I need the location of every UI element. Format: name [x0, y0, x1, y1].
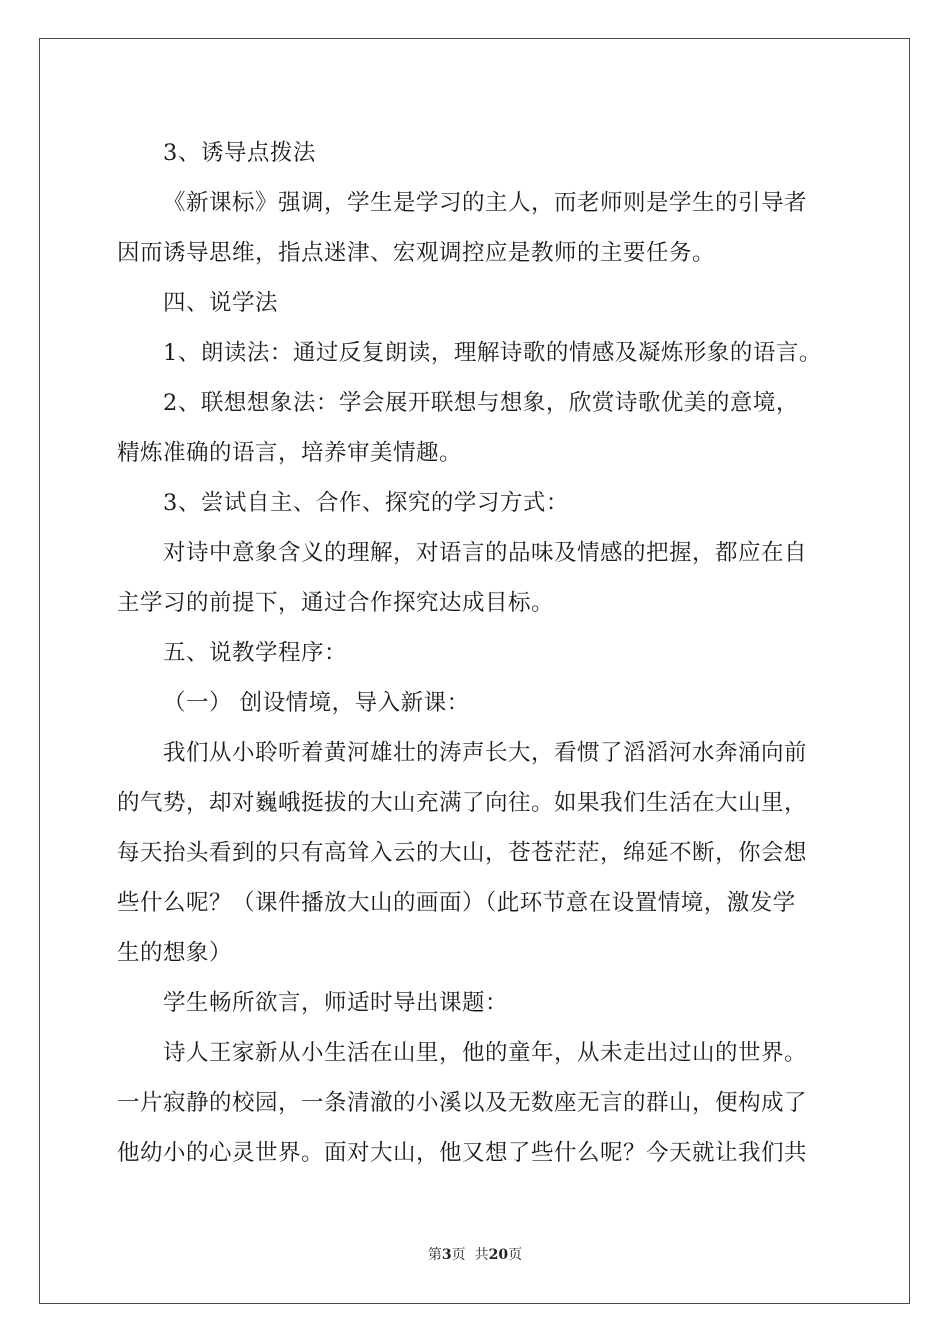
- paragraph-line: 一片寂静的校园，一条清澈的小溪以及无数座无言的群山，便构成了: [117, 1090, 808, 1116]
- document-body: [117, 128, 833, 1178]
- paragraph-line: 因而诱导思维，指点迷津、宏观调控应是教师的主要任务。: [117, 240, 716, 266]
- paragraph-line: 的气势，却对巍峨挺拔的大山充满了向往。如果我们生活在大山里，: [117, 790, 808, 816]
- paragraph-line: 他幼小的心灵世界。面对大山，他又想了些什么呢？今天就让我们共: [117, 1140, 808, 1166]
- paragraph-line: 我们从小聆听着黄河雄壮的涛声长大，看惯了滔滔河水奔涌向前: [163, 740, 808, 766]
- paragraph-line: 每天抬头看到的只有高耸入云的大山，苍苍茫茫，绵延不断，你会想: [117, 840, 808, 866]
- section-heading: 四、说学法: [163, 290, 279, 316]
- footer-suffix: 页: [508, 1247, 523, 1263]
- section-heading: 3、诱导点拨法: [163, 140, 316, 166]
- section-heading: 五、说教学程序：: [163, 640, 348, 666]
- total-page-count: 20: [488, 1247, 509, 1263]
- paragraph-line: 些什么呢？（课件播放大山的画面）（此环节意在设置情境，激发学: [117, 890, 796, 916]
- paragraph-line: 《新课标》强调，学生是学习的主人，而老师则是学生的引导者: [163, 190, 808, 216]
- current-page-number: 3: [441, 1247, 452, 1263]
- footer-mid: 页 共: [451, 1247, 489, 1263]
- paragraph-line: 1、朗读法：通过反复朗读，理解诗歌的情感及凝炼形象的语言。: [163, 340, 822, 366]
- paragraph-line: 2、联想想象法：学会展开联想与想象，欣赏诗歌优美的意境，: [163, 390, 799, 416]
- footer-prefix: 第: [427, 1247, 442, 1263]
- paragraph-line: 学生畅所欲言，师适时导出课题：: [163, 990, 509, 1016]
- paragraph-line: 生的想象）: [117, 940, 233, 966]
- section-heading: （一） 创设情境，导入新课：: [163, 690, 470, 716]
- page-footer: [0, 1245, 950, 1265]
- paragraph-line: 主学习的前提下，通过合作探究达成目标。: [117, 590, 555, 616]
- paragraph-line: 对诗中意象含义的理解，对语言的品味及情感的把握，都应在自: [163, 540, 808, 566]
- paragraph-line: 诗人王家新从小生活在山里，他的童年，从未走出过山的世界。: [163, 1040, 808, 1066]
- section-heading: 3、尝试自主、合作、探究的学习方式：: [163, 490, 569, 516]
- paragraph-line: 精炼准确的语言，培养审美情趣。: [117, 440, 463, 466]
